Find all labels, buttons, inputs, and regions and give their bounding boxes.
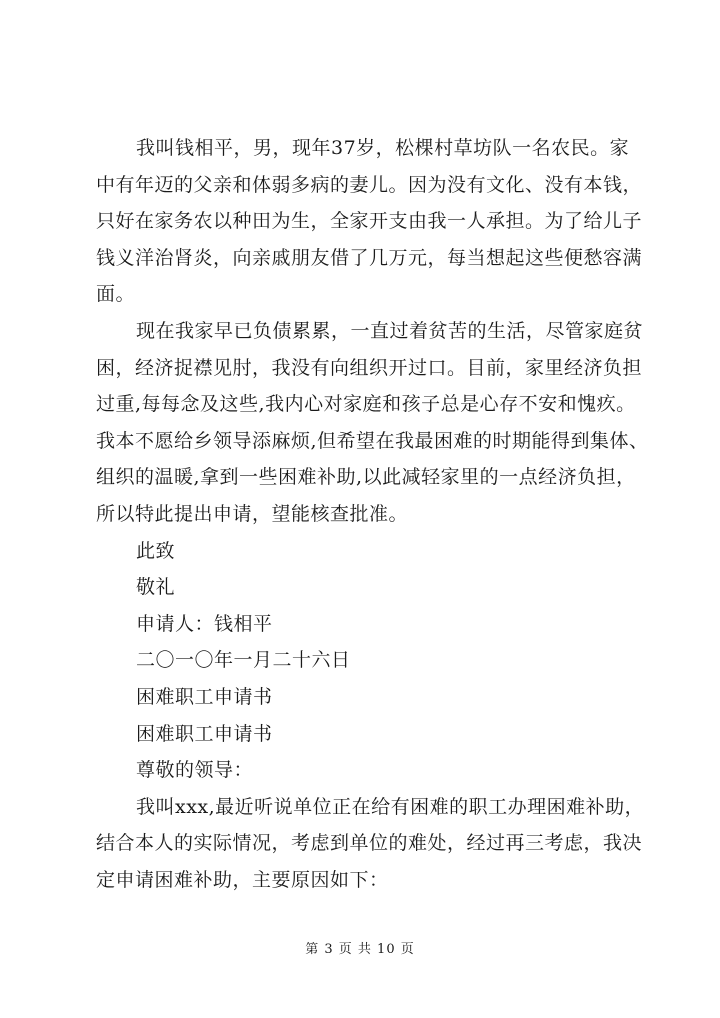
page-number-footer: 第 3 页 共 10 页: [305, 942, 415, 957]
document-body: [96, 130, 649, 898]
text-line: 结合本人的实际情况，考虑到单位的难处，经过再三考虑，我决: [96, 832, 643, 855]
text-line: 我叫钱相平，男，现年37岁，松棵村草坊队一名农民。家: [136, 137, 630, 159]
text-line: 组织的温暖,拿到一些困难补助,以此减轻家里的一点经济负担，: [96, 466, 636, 489]
text-line: 过重,每每念及这些,我内心对家庭和孩子总是心存不安和愧疚。: [96, 393, 636, 416]
text-line: 我本不愿给乡领导添麻烦,但希望在我最困难的时期能得到集体、: [96, 429, 649, 452]
text-line: 定申请困难补助，主要原因如下：: [96, 868, 389, 891]
text-line: 我叫xxx,最近听说单位正在给有困难的职工办理困难补助，: [136, 795, 645, 818]
text-line: 二〇一〇年一月二十六日: [136, 649, 351, 672]
text-line: 此致: [136, 539, 176, 562]
text-line: 面。: [96, 283, 136, 306]
text-line: 敬礼: [136, 576, 176, 599]
text-line: 困难职工申请书: [136, 685, 273, 708]
text-line: 申请人：钱相平: [136, 612, 273, 635]
text-line: 困难职工申请书: [136, 722, 273, 745]
text-line: 所以特此提出申请，望能核查批准。: [96, 502, 409, 525]
text-line: 只好在家务农以种田为生，全家开支由我一人承担。为了给儿子: [96, 210, 643, 233]
text-line: 尊敬的领导：: [136, 759, 254, 782]
text-line: 现在我家早已负债累累，一直过着贫苦的生活，尽管家庭贫: [136, 319, 644, 342]
text-line: 钱义洋治肾炎，向亲戚朋友借了几万元，每当想起这些便愁容满: [96, 246, 643, 269]
text-line: 困，经济捉襟见肘，我没有向组织开过口。目前，家里经济负担: [96, 356, 643, 379]
text-line: 中有年迈的父亲和体弱多病的妻儿。因为没有文化、没有本钱，: [96, 173, 643, 196]
